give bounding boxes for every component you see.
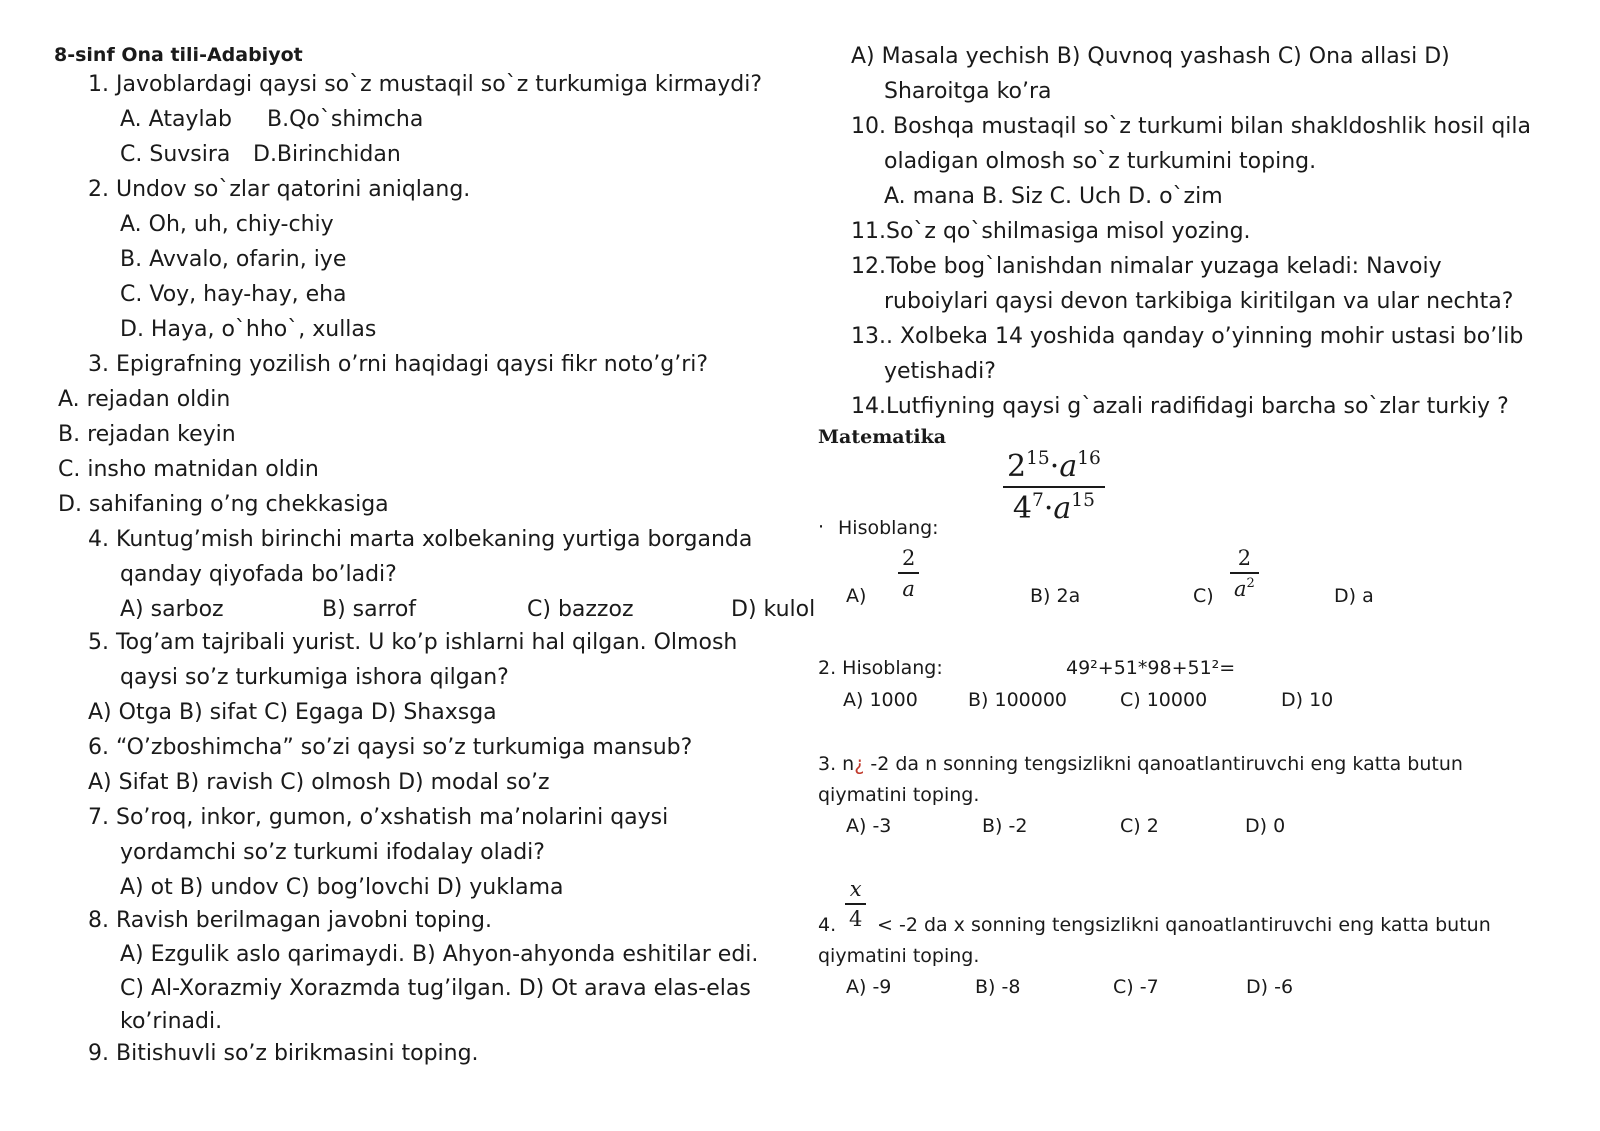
- math-1-bullet: ·: [818, 516, 825, 538]
- question-12: 12.Tobe bog`lanishdan nimalar yuzaga keladi: Navoiy: [851, 254, 1442, 279]
- q4-option-c: C) bazzoz: [527, 597, 634, 622]
- math-2-option-b: B) 100000: [968, 689, 1068, 711]
- math-2-option-d: D) 10: [1281, 689, 1334, 711]
- math-3-question: 3. n¿ -2 da n sonning tengsizlikni qanoatlantiruvchi eng katta butun: [818, 753, 1463, 775]
- math-2-option-a: A) 1000: [843, 689, 918, 711]
- q5-options: A) Otga B) sifat C) Egaga D) Shaxsga: [88, 700, 497, 725]
- q1-option-a: A. Ataylab: [120, 107, 232, 132]
- q1-option-b: B.Qo`shimcha: [267, 107, 424, 132]
- math-3-question-cont: qiymatini toping.: [818, 784, 980, 806]
- math-1-expression: $2^{15}\cdot a^{16}$ $4^7\cdot a^{15}$: [1003, 452, 1105, 524]
- question-7-cont: yordamchi so’z turkumi ifodalay oladi?: [120, 840, 545, 865]
- q9-options: A) Masala yechish B) Quvnoq yashash C) Ona allasi D): [851, 44, 1450, 69]
- math-2-option-c: C) 10000: [1120, 689, 1208, 711]
- q4-option-a: A) sarboz: [120, 597, 224, 622]
- math-section-title: Matematika: [818, 426, 947, 448]
- math-4-option-d: D) -6: [1246, 976, 1294, 998]
- q3-option-b: B. rejadan keyin: [58, 422, 236, 447]
- q1-option-d: D.Birinchidan: [253, 142, 401, 167]
- math-1-option-c-fraction: 2 $a^2$: [1230, 548, 1259, 600]
- question-9: 9. Bitishuvli so’z birikmasini toping.: [88, 1041, 479, 1066]
- q8-options-cd: C) Al-Xorazmiy Xorazmda tug’ilgan. D) Ot arava elas-elas: [120, 976, 751, 1001]
- question-11: 11.So`z qo`shilmasiga misol yozing.: [851, 219, 1251, 244]
- question-12-cont: ruboiylari qaysi devon tarkibiga kiritilgan va ular nechta?: [884, 289, 1514, 314]
- math-4-option-b: B) -8: [975, 976, 1021, 998]
- q7-options: A) ot B) undov C) bog’lovchi D) yuklama: [120, 875, 564, 900]
- math-4-question-cont: qiymatini toping.: [818, 945, 980, 967]
- math-1-option-c-label: C): [1193, 585, 1214, 607]
- question-3: 3. Epigrafning yozilish o’rni haqidagi qaysi fikr noto’g’ri?: [88, 352, 709, 377]
- question-7: 7. So’roq, inkor, gumon, o’xshatish ma’nolarini qaysi: [88, 805, 669, 830]
- math-4-option-c: C) -7: [1113, 976, 1159, 998]
- q3-option-d: D. sahifaning o’ng chekkasiga: [58, 492, 389, 517]
- math-4-option-a: A) -9: [846, 976, 892, 998]
- question-5: 5. Tog’am tajribali yurist. U ko’p ishlarni hal qilgan. Olmosh: [88, 630, 738, 655]
- question-1: 1. Javoblardagi qaysi so`z mustaqil so`z turkumiga kirmaydi?: [88, 72, 763, 97]
- question-5-cont: qaysi so’z turkumiga ishora qilgan?: [120, 665, 509, 690]
- math-1-option-b: B) 2a: [1030, 585, 1081, 607]
- math-3-option-c: C) 2: [1120, 815, 1159, 837]
- q4-option-b: B) sarrof: [322, 597, 417, 622]
- math-1-label: Hisoblang:: [838, 517, 939, 539]
- q8-options-cont: ko’rinadi.: [120, 1009, 223, 1034]
- q2-option-d: D. Haya, o`hho`, xullas: [120, 317, 377, 342]
- q1-option-c: C. Suvsira: [120, 142, 231, 167]
- math-3-inequality-sign: ¿: [854, 753, 865, 775]
- q3-option-a: A. rejadan oldin: [58, 387, 231, 412]
- question-14: 14.Lutfiyning qaysi g`azali radifidagi barcha so`zlar turkiy ?: [851, 394, 1509, 419]
- q4-option-d: D) kulol: [731, 597, 816, 622]
- q6-options: A) Sifat B) ravish C) olmosh D) modal so’z: [88, 770, 550, 795]
- q2-option-c: C. Voy, hay-hay, eha: [120, 282, 347, 307]
- question-10-cont: oladigan olmosh so`z turkumini toping.: [884, 149, 1317, 174]
- math-3-option-b: B) -2: [982, 815, 1028, 837]
- math-4-fraction: x 4: [845, 879, 866, 930]
- q9-options-cont: Sharoitga ko’ra: [884, 79, 1052, 104]
- question-2: 2. Undov so`zlar qatorini aniqlang.: [88, 177, 471, 202]
- math-1-option-a-label: A): [846, 585, 867, 607]
- question-13: 13.. Xolbeka 14 yoshida qanday o’yinning mohir ustasi bo’lib: [851, 324, 1524, 349]
- math-1-option-a-fraction: 2 a: [898, 548, 919, 600]
- q2-option-b: B. Avvalo, ofarin, iye: [120, 247, 347, 272]
- question-4: 4. Kuntug’mish birinchi marta xolbekaning yurtiga borganda: [88, 527, 753, 552]
- question-4-cont: qanday qiyofada bo’ladi?: [120, 562, 397, 587]
- math-4-question: < -2 da x sonning tengsizlikni qanoatlantiruvchi eng katta butun: [877, 914, 1491, 936]
- question-6: 6. “O’zboshimcha” so’zi qaysi so’z turkumiga mansub?: [88, 735, 693, 760]
- math-3-option-a: A) -3: [846, 815, 892, 837]
- document-header: 8-sinf Ona tili-Adabiyot: [54, 44, 303, 66]
- question-10: 10. Boshqa mustaqil so`z turkumi bilan shakldoshlik hosil qila: [851, 114, 1532, 139]
- q10-options: A. mana B. Siz C. Uch D. o`zim: [884, 184, 1223, 209]
- math-4-number: 4.: [818, 914, 837, 936]
- math-3-option-d: D) 0: [1245, 815, 1286, 837]
- math-2-label: 2. Hisoblang:: [818, 657, 943, 679]
- q8-options-ab: A) Ezgulik aslo qarimaydi. B) Ahyon-ahyonda eshitilar edi.: [120, 942, 759, 967]
- q2-option-a: A. Oh, uh, chiy-chiy: [120, 212, 334, 237]
- math-1-option-d: D) a: [1334, 585, 1374, 607]
- question-8: 8. Ravish berilmagan javobni toping.: [88, 908, 493, 933]
- math-2-expression: 49²+51*98+51²=: [1066, 657, 1236, 679]
- q3-option-c: C. insho matnidan oldin: [58, 457, 319, 482]
- question-13-cont: yetishadi?: [884, 359, 996, 384]
